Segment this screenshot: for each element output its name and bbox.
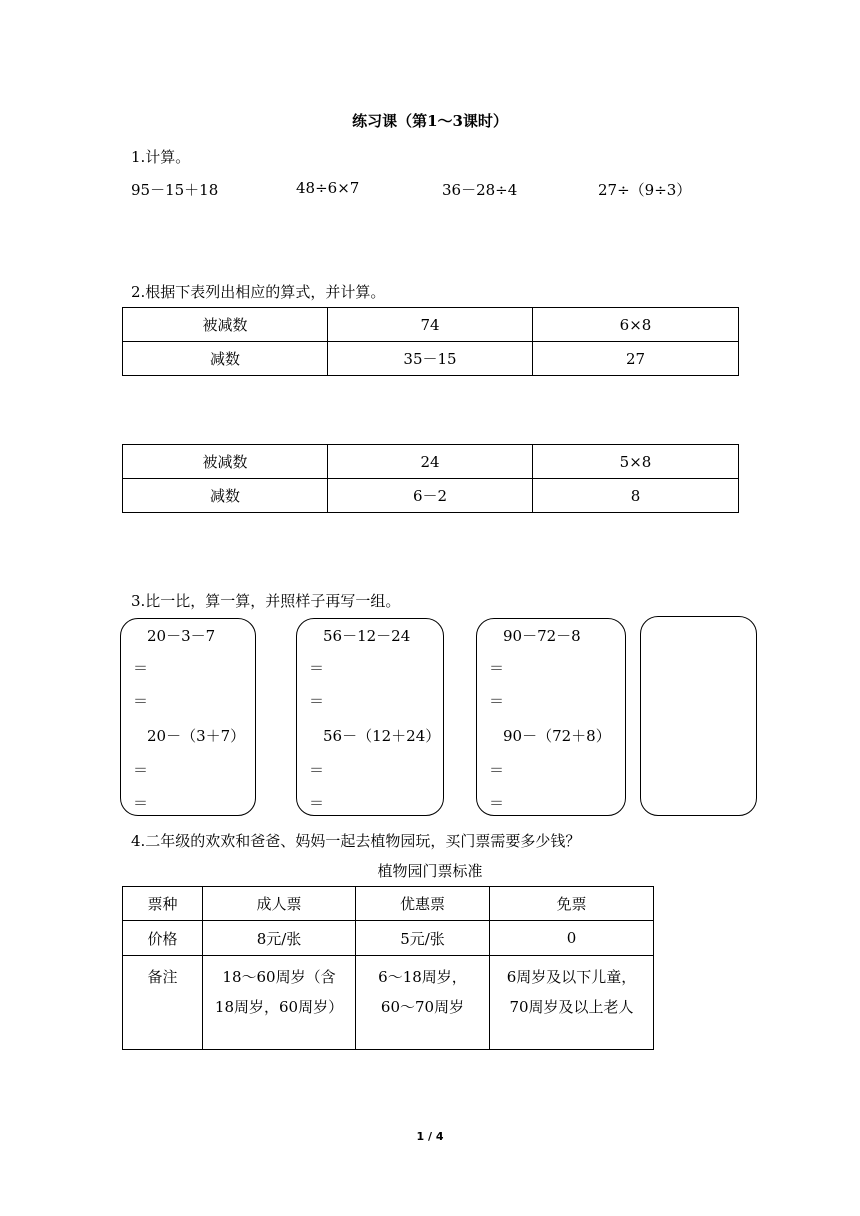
question-1-label: 1.计算。 xyxy=(131,148,191,166)
box-equals: ＝ xyxy=(489,794,505,812)
box-equals: ＝ xyxy=(133,692,149,710)
table-cell: 27 xyxy=(533,342,739,376)
compare-box-3 xyxy=(476,618,626,816)
note-line: 6周岁及以下儿童， xyxy=(506,968,637,986)
table-cell xyxy=(356,956,490,1050)
ticket-price-table xyxy=(122,886,654,1050)
ticket-table-title: 植物园门票标准 xyxy=(377,862,483,880)
box-expression: 56－12－24 xyxy=(323,627,411,645)
box-expression: 90－（72＋8） xyxy=(503,727,611,745)
table-cell: 减数 xyxy=(123,479,328,513)
question-4-label: 4.二年级的欢欢和爸爸、妈妈一起去植物园玩，买门票需要多少钱？ xyxy=(131,832,581,850)
box-equals: ＝ xyxy=(309,692,325,710)
note-line: 60～70周岁 xyxy=(380,998,465,1016)
table-cell: 6×8 xyxy=(533,308,739,342)
table-cell: 5×8 xyxy=(533,445,739,479)
blank-answer-box xyxy=(640,616,757,816)
table-header: 免票 xyxy=(490,887,654,921)
box-equals: ＝ xyxy=(309,659,325,677)
table-cell: 6－2 xyxy=(328,479,533,513)
box-equals: ＝ xyxy=(489,692,505,710)
table-header: 票种 xyxy=(123,887,203,921)
table-cell: 8 xyxy=(533,479,739,513)
compare-box-1 xyxy=(120,618,256,816)
table-cell: 价格 xyxy=(123,921,203,956)
table-cell: 35－15 xyxy=(328,342,533,376)
box-equals: ＝ xyxy=(489,659,505,677)
question-3-label: 3.比一比，算一算，并照样子再写一组。 xyxy=(131,592,401,610)
box-equals: ＝ xyxy=(133,761,149,779)
page-title: 练习课（第1～3课时） xyxy=(352,112,508,130)
box-expression: 20－3－7 xyxy=(147,627,216,645)
question-2-label: 2.根据下表列出相应的算式，并计算。 xyxy=(131,283,386,301)
table-cell: 被减数 xyxy=(123,308,328,342)
table-cell: 被减数 xyxy=(123,445,328,479)
note-label: 备注 xyxy=(147,968,178,986)
box-expression: 20－（3＋7） xyxy=(147,727,246,745)
table-cell: 8元/张 xyxy=(203,921,356,956)
note-line: 6～18周岁， xyxy=(378,968,467,986)
table-cell: 减数 xyxy=(123,342,328,376)
note-line: 18周岁，60周岁） xyxy=(214,998,344,1016)
table-cell xyxy=(490,956,654,1050)
box-equals: ＝ xyxy=(489,761,505,779)
box-equals: ＝ xyxy=(309,761,325,779)
table-cell: 5元/张 xyxy=(356,921,490,956)
subtraction-table-1 xyxy=(122,307,739,376)
table-cell xyxy=(123,956,203,1050)
table-cell: 24 xyxy=(328,445,533,479)
box-expression: 90－72－8 xyxy=(503,627,581,645)
page-number: 1 / 4 xyxy=(416,1130,444,1143)
table-cell: 0 xyxy=(490,921,654,956)
table-cell: 74 xyxy=(328,308,533,342)
table-header: 成人票 xyxy=(203,887,356,921)
box-expression: 56－（12＋24） xyxy=(323,727,441,745)
table-header: 优惠票 xyxy=(356,887,490,921)
note-line: 70周岁及以上老人 xyxy=(509,998,634,1016)
table-cell xyxy=(203,956,356,1050)
box-equals: ＝ xyxy=(133,659,149,677)
calc-item-2: 48÷6×7 xyxy=(296,179,360,197)
subtraction-table-2 xyxy=(122,444,739,513)
calc-item-1: 95－15＋18 xyxy=(131,181,219,199)
note-line: 18～60周岁（含 xyxy=(222,968,336,986)
compare-box-2 xyxy=(296,618,444,816)
box-equals: ＝ xyxy=(133,794,149,812)
calc-item-3: 36－28÷4 xyxy=(442,181,518,199)
box-equals: ＝ xyxy=(309,794,325,812)
calc-item-4: 27÷（9÷3） xyxy=(598,181,692,199)
